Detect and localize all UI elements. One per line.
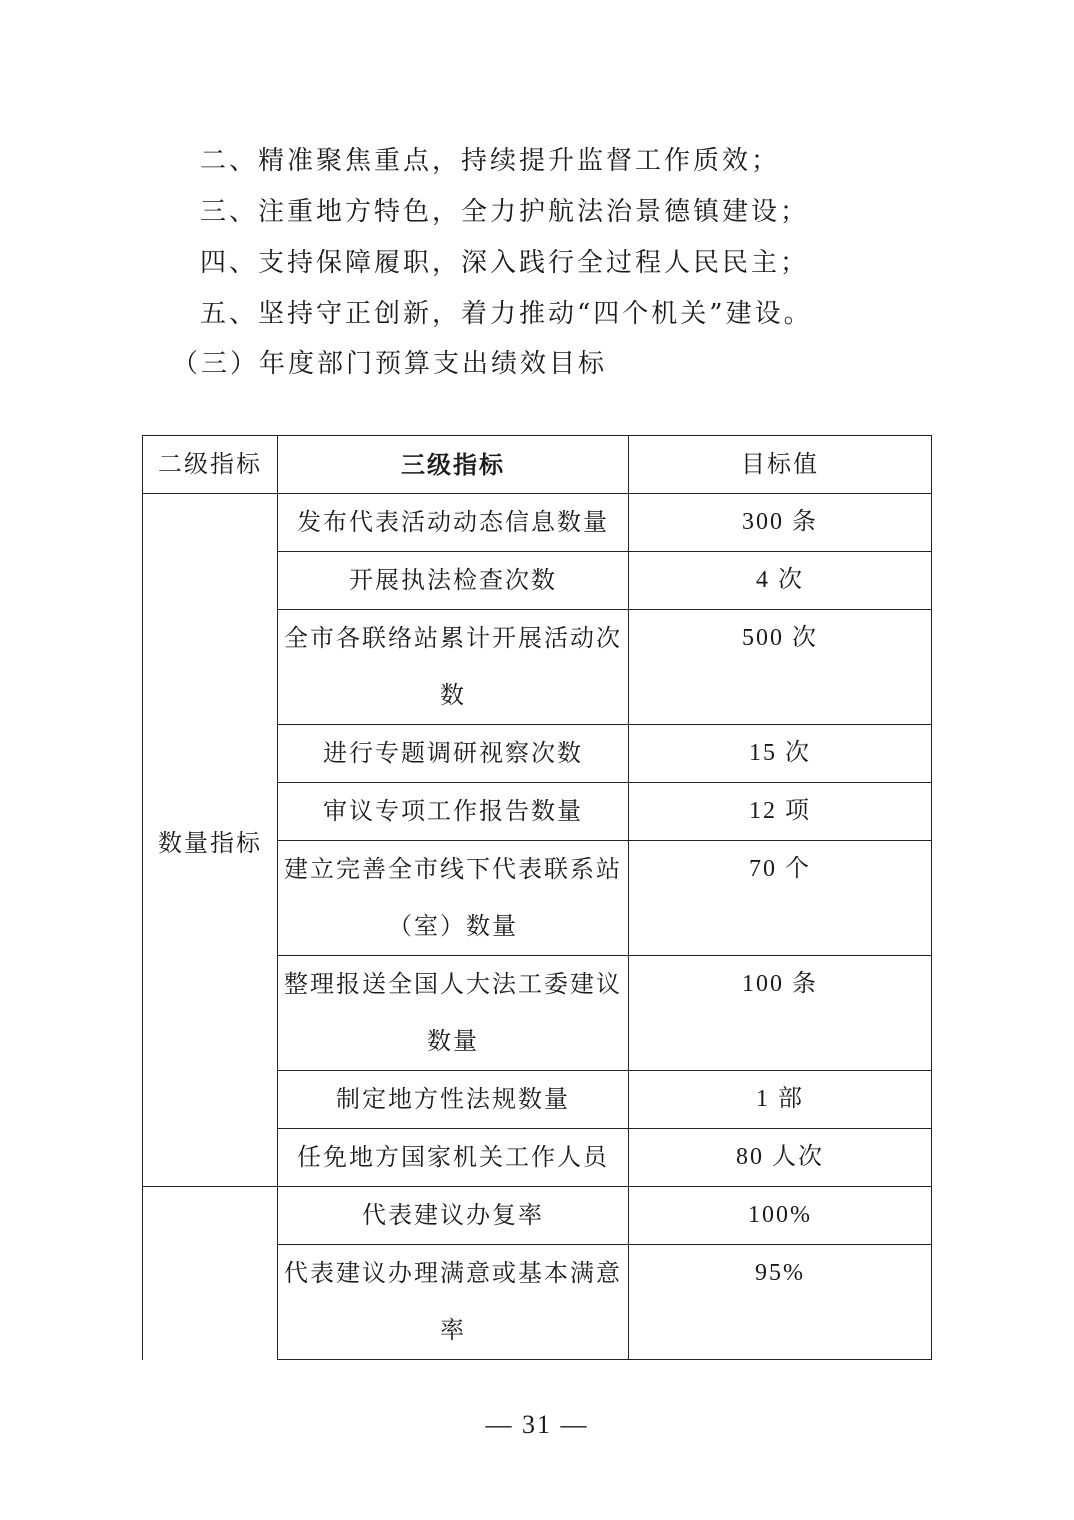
indicator-cell: 建立完善全市线下代表联系站（室）数量	[278, 841, 629, 956]
indicator-cell: 开展执法检查次数	[278, 552, 629, 610]
header-level3: 三级指标	[278, 436, 629, 494]
indicator-cell: 任免地方国家机关工作人员	[278, 1129, 629, 1187]
target-value-cell: 100 条	[629, 956, 932, 1071]
table-row	[143, 1187, 932, 1245]
indicator-cell: 代表建议办复率	[278, 1187, 629, 1245]
indicator-cell: 代表建议办理满意或基本满意率	[278, 1245, 629, 1360]
body-line-4: 四、支持保障履职，深入践行全过程人民民主；	[200, 248, 810, 278]
target-value-cell: 15 次	[629, 725, 932, 783]
indicator-cell: 全市各联络站累计开展活动次数	[278, 610, 629, 725]
group-label-quantity: 数量指标	[143, 494, 278, 1187]
body-line-5: 五、坚持守正创新，着力推动“四个机关”建设。	[200, 299, 813, 329]
target-value-cell: 1 部	[629, 1071, 932, 1129]
section-heading: （三）年度部门预算支出绩效目标	[172, 349, 608, 379]
target-value-cell: 12 项	[629, 783, 932, 841]
target-value-cell: 80 人次	[629, 1129, 932, 1187]
body-line-2: 二、精准聚焦重点，持续提升监督工作质效；	[200, 146, 781, 176]
table-row	[143, 494, 932, 552]
target-value-cell: 4 次	[629, 552, 932, 610]
target-value-cell: 300 条	[629, 494, 932, 552]
group-label-next	[143, 1187, 278, 1360]
indicator-cell: 发布代表活动动态信息数量	[278, 494, 629, 552]
header-target: 目标值	[629, 436, 932, 494]
header-level2: 二级指标	[143, 436, 278, 494]
target-value-cell: 95%	[629, 1245, 932, 1360]
indicator-cell: 进行专题调研视察次数	[278, 725, 629, 783]
indicator-cell: 整理报送全国人大法工委建议数量	[278, 956, 629, 1071]
indicator-cell: 审议专项工作报告数量	[278, 783, 629, 841]
target-value-cell: 500 次	[629, 610, 932, 725]
performance-goals-table	[142, 435, 932, 1360]
table-header-row	[143, 436, 932, 494]
body-line-3: 三、注重地方特色，全力护航法治景德镇建设；	[200, 197, 810, 227]
page-number: — 31 —	[485, 1410, 589, 1439]
indicator-cell: 制定地方性法规数量	[278, 1071, 629, 1129]
target-value-cell: 70 个	[629, 841, 932, 956]
target-value-cell: 100%	[629, 1187, 932, 1245]
